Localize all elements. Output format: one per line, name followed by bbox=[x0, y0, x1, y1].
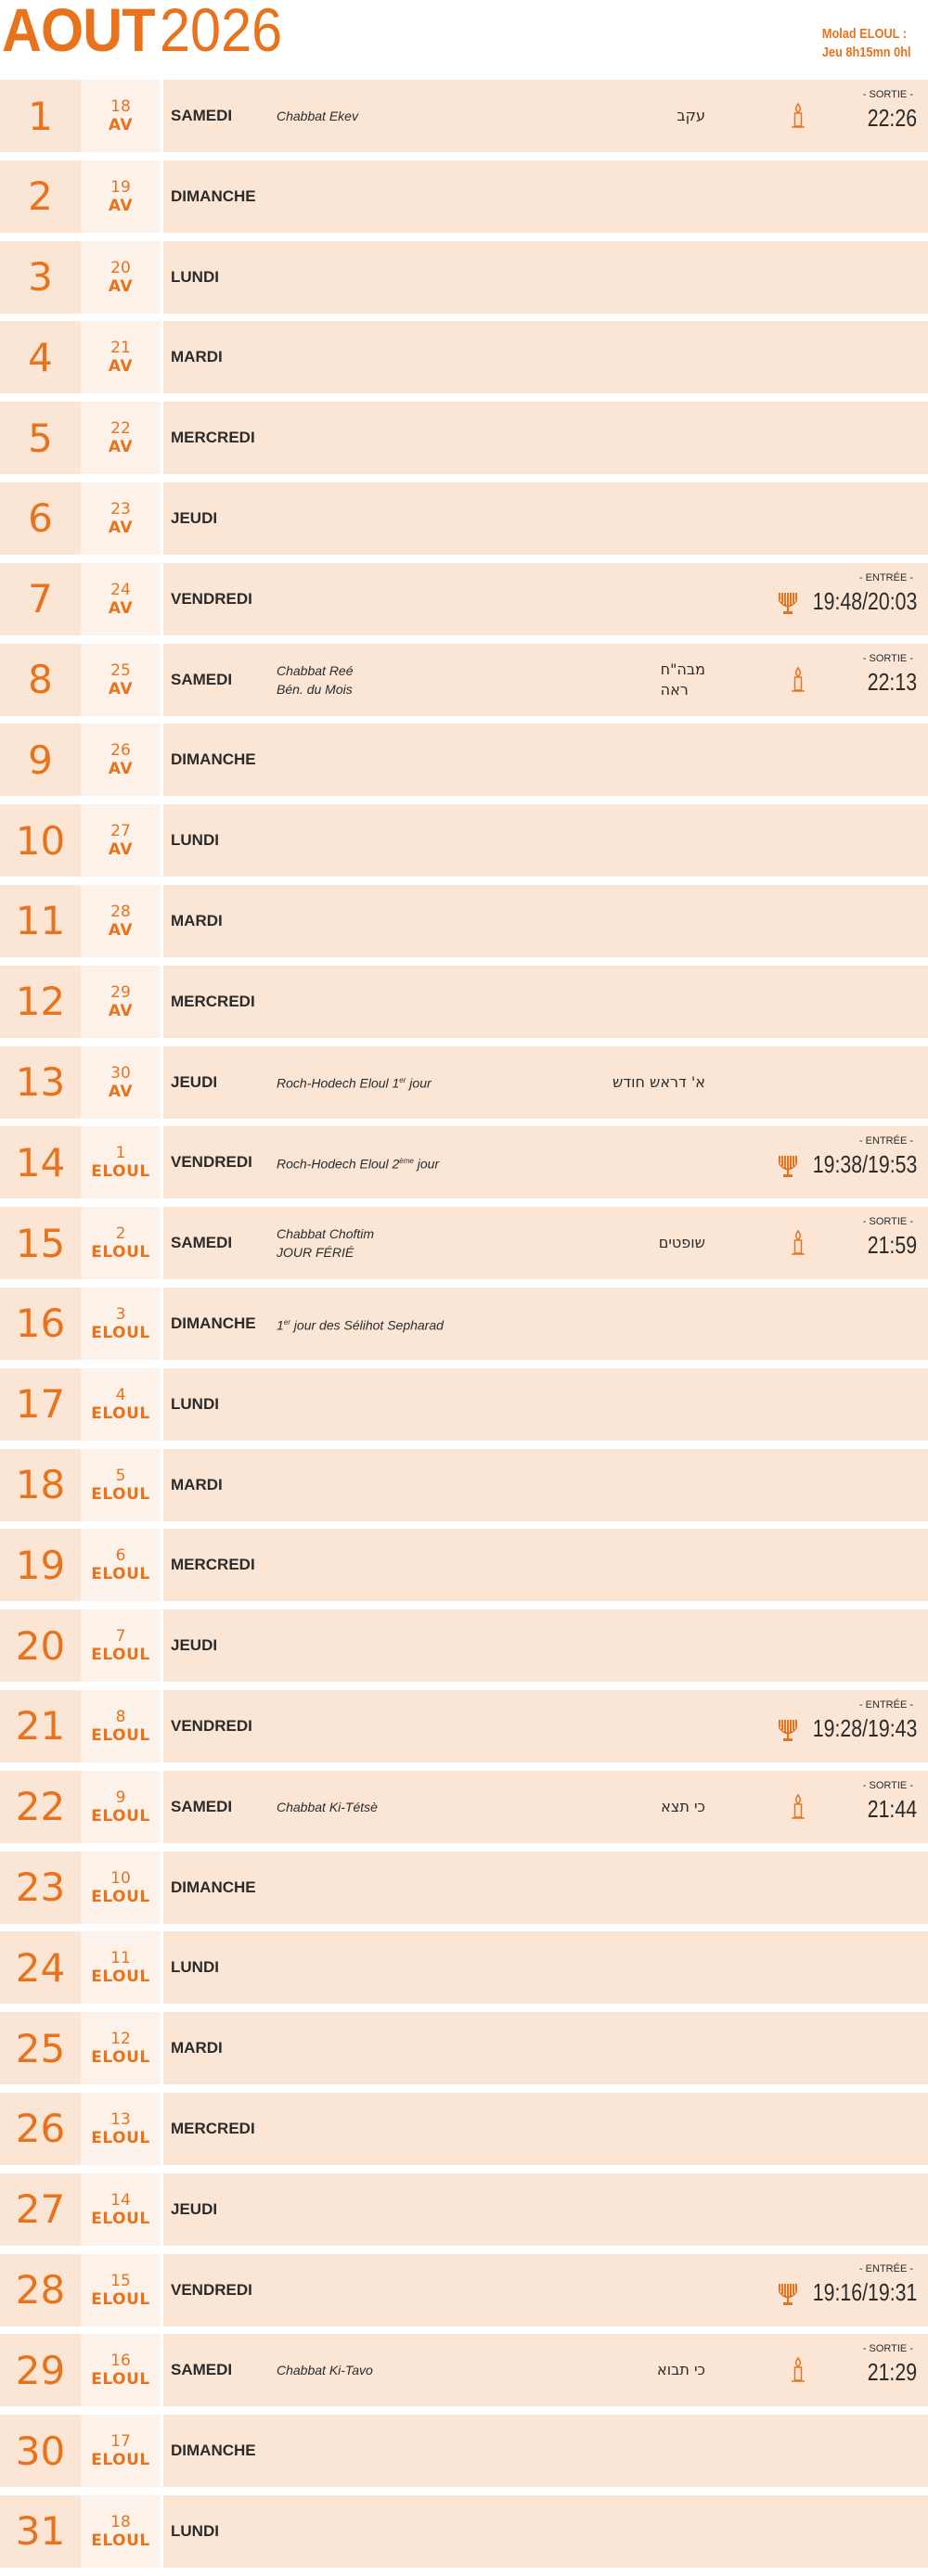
day-number: 3 bbox=[0, 241, 81, 314]
year-title: 2026 bbox=[160, 0, 283, 64]
hebrew-month: AV bbox=[108, 1001, 134, 1020]
hebrew-date bbox=[81, 2012, 161, 2084]
candle-icon bbox=[789, 102, 807, 130]
day-row bbox=[0, 885, 928, 957]
hebrew-date bbox=[81, 2173, 161, 2246]
shabbat-time bbox=[787, 572, 917, 628]
hebrew-month: AV bbox=[108, 760, 134, 779]
day-number: 31 bbox=[0, 2495, 81, 2568]
time-label: - ENTRÉE - bbox=[858, 1135, 913, 1147]
day-number: 26 bbox=[0, 2093, 81, 2165]
weekday: VENDREDI bbox=[171, 1153, 252, 1172]
hebrew-text bbox=[677, 80, 705, 152]
day-number: 11 bbox=[0, 885, 81, 957]
hebrew-month: ELOUL bbox=[91, 2128, 150, 2147]
day-number: 22 bbox=[0, 1771, 81, 1843]
day-detail bbox=[163, 1771, 928, 1843]
hebrew-day: 19 bbox=[110, 177, 131, 197]
hebrew-day: 12 bbox=[110, 2030, 131, 2049]
weekday: VENDREDI bbox=[171, 2280, 252, 2299]
day-detail bbox=[163, 1529, 928, 1601]
hebrew-month: AV bbox=[108, 276, 134, 296]
weekday: DIMANCHE bbox=[171, 750, 256, 769]
event-line-1: 1er jour des Sélihot Sepharad bbox=[277, 1317, 444, 1333]
day-detail bbox=[163, 885, 928, 957]
hebrew-day: 18 bbox=[110, 97, 131, 116]
time-value: 19:16/19:31 bbox=[812, 2277, 917, 2306]
weekday: MERCREDI bbox=[171, 2119, 255, 2137]
hebrew-month: ELOUL bbox=[91, 1646, 150, 1665]
shabbat-time bbox=[787, 2263, 917, 2319]
day-row bbox=[0, 1126, 928, 1198]
time-value: 19:38/19:53 bbox=[812, 1150, 917, 1179]
hebrew-month: ELOUL bbox=[91, 2370, 150, 2390]
hebrew-date bbox=[81, 1690, 161, 1762]
menorah-icon bbox=[778, 1718, 796, 1746]
weekday: JEUDI bbox=[171, 2199, 218, 2218]
hebrew-month: AV bbox=[108, 438, 134, 457]
time-value: 21:59 bbox=[867, 1231, 917, 1260]
month-title: AOUT bbox=[2, 0, 155, 64]
hebrew-day: 15 bbox=[110, 2271, 131, 2290]
hebrew-line-1: עקב bbox=[677, 107, 705, 124]
hebrew-day: 5 bbox=[115, 1466, 126, 1485]
hebrew-day: 3 bbox=[115, 1304, 126, 1324]
day-detail bbox=[163, 1288, 928, 1360]
hebrew-date bbox=[81, 1771, 161, 1843]
hebrew-date bbox=[81, 1126, 161, 1198]
day-number: 10 bbox=[0, 804, 81, 877]
weekday: VENDREDI bbox=[171, 1716, 252, 1735]
day-detail bbox=[163, 1852, 928, 1924]
hebrew-date bbox=[81, 1931, 161, 2004]
hebrew-day: 28 bbox=[110, 902, 131, 921]
hebrew-day: 11 bbox=[110, 1949, 131, 1968]
day-detail bbox=[163, 2093, 928, 2165]
hebrew-day: 25 bbox=[110, 660, 131, 680]
molad-info bbox=[822, 25, 911, 62]
event-line-1: Chabbat Ekev bbox=[277, 109, 358, 123]
day-row bbox=[0, 1690, 928, 1762]
hebrew-line-2: ראה bbox=[660, 680, 689, 698]
weekday: LUNDI bbox=[171, 831, 219, 850]
hebrew-date bbox=[81, 160, 161, 233]
hebrew-month: ELOUL bbox=[91, 1887, 150, 1906]
hebrew-date bbox=[81, 80, 161, 152]
hebrew-date bbox=[81, 2254, 161, 2326]
day-row bbox=[0, 2012, 928, 2084]
day-detail bbox=[163, 2495, 928, 2568]
day-row bbox=[0, 80, 928, 152]
shabbat-time bbox=[787, 2343, 917, 2399]
hebrew-date bbox=[81, 2334, 161, 2406]
hebrew-date bbox=[81, 644, 161, 716]
molad-label: Molad ELOUL : bbox=[822, 26, 908, 42]
hebrew-day: 10 bbox=[110, 1868, 131, 1888]
day-row bbox=[0, 1771, 928, 1843]
day-detail bbox=[163, 644, 928, 716]
hebrew-date bbox=[81, 1609, 161, 1682]
day-detail bbox=[163, 1126, 928, 1198]
hebrew-day: 8 bbox=[115, 1707, 126, 1726]
weekday: LUNDI bbox=[171, 267, 219, 286]
menorah-icon bbox=[778, 591, 796, 619]
day-number: 29 bbox=[0, 2334, 81, 2406]
hebrew-month: ELOUL bbox=[91, 2048, 150, 2068]
day-detail bbox=[163, 2173, 928, 2246]
hebrew-day: 21 bbox=[110, 339, 131, 358]
shabbat-time bbox=[787, 1135, 917, 1191]
day-number: 15 bbox=[0, 1207, 81, 1279]
day-detail bbox=[163, 1609, 928, 1682]
hebrew-month: ELOUL bbox=[91, 1725, 150, 1745]
day-number: 9 bbox=[0, 724, 81, 796]
day-number: 18 bbox=[0, 1449, 81, 1521]
day-row bbox=[0, 2173, 928, 2246]
hebrew-date bbox=[81, 2495, 161, 2568]
hebrew-date bbox=[81, 321, 161, 393]
shabbat-time bbox=[787, 653, 917, 709]
weekday: JEUDI bbox=[171, 508, 218, 527]
hebrew-month: AV bbox=[108, 1082, 134, 1101]
day-detail bbox=[163, 2334, 928, 2406]
day-detail bbox=[163, 966, 928, 1038]
hebrew-month: AV bbox=[108, 840, 134, 860]
menorah-icon bbox=[778, 1154, 796, 1182]
hebrew-line-1: כי תבוא bbox=[657, 2361, 705, 2379]
event-line-1: Chabbat Choftim bbox=[277, 1226, 375, 1242]
time-label: - ENTRÉE - bbox=[858, 2262, 913, 2275]
shabbat-time bbox=[787, 89, 917, 145]
hebrew-month: ELOUL bbox=[91, 1403, 150, 1423]
day-detail bbox=[163, 1690, 928, 1762]
hebrew-day: 29 bbox=[110, 982, 131, 1002]
event-line-1: Chabbat Reé bbox=[277, 662, 354, 678]
time-label: - SORTIE - bbox=[862, 2343, 913, 2355]
hebrew-date bbox=[81, 241, 161, 314]
day-number: 7 bbox=[0, 563, 81, 635]
day-number: 4 bbox=[0, 321, 81, 393]
time-label: - ENTRÉE - bbox=[858, 571, 913, 583]
hebrew-month: ELOUL bbox=[91, 1162, 150, 1182]
day-row bbox=[0, 482, 928, 555]
event-text bbox=[277, 644, 354, 716]
day-row bbox=[0, 402, 928, 474]
day-row bbox=[0, 1449, 928, 1521]
hebrew-day: 17 bbox=[110, 2432, 131, 2452]
candle-icon bbox=[789, 666, 807, 694]
day-row bbox=[0, 1609, 928, 1682]
hebrew-date bbox=[81, 2415, 161, 2487]
candle-icon bbox=[789, 2356, 807, 2384]
day-number: 13 bbox=[0, 1046, 81, 1119]
day-detail bbox=[163, 724, 928, 796]
day-detail bbox=[163, 1368, 928, 1441]
time-label: - SORTIE - bbox=[862, 89, 913, 100]
weekday: DIMANCHE bbox=[171, 1314, 256, 1332]
time-label: - SORTIE - bbox=[862, 1779, 913, 1791]
hebrew-date bbox=[81, 563, 161, 635]
shabbat-time bbox=[787, 1699, 917, 1755]
hebrew-day: 13 bbox=[110, 2109, 131, 2129]
hebrew-month: ELOUL bbox=[91, 2531, 150, 2550]
time-label: - SORTIE - bbox=[862, 652, 913, 664]
hebrew-month: ELOUL bbox=[91, 1806, 150, 1826]
hebrew-text bbox=[661, 644, 705, 716]
hebrew-month: AV bbox=[108, 116, 134, 135]
hebrew-day: 9 bbox=[115, 1788, 126, 1807]
time-value: 21:29 bbox=[867, 2358, 917, 2387]
weekday: MARDI bbox=[171, 2039, 223, 2057]
hebrew-day: 22 bbox=[110, 419, 131, 439]
hebrew-line-1: שופטים bbox=[658, 1234, 705, 1252]
event-line-2: JOUR FÉRIÉ bbox=[277, 1245, 354, 1261]
day-row bbox=[0, 2415, 928, 2487]
shabbat-time bbox=[787, 1216, 917, 1272]
hebrew-day: 30 bbox=[110, 1063, 131, 1083]
time-value: 22:13 bbox=[867, 667, 917, 696]
day-detail bbox=[163, 1931, 928, 2004]
event-text bbox=[277, 1288, 444, 1360]
hebrew-day: 7 bbox=[115, 1627, 126, 1647]
day-row bbox=[0, 2093, 928, 2165]
hebrew-day: 16 bbox=[110, 2352, 131, 2371]
day-detail bbox=[163, 321, 928, 393]
weekday: LUNDI bbox=[171, 1958, 219, 1977]
event-line-1: Roch-Hodech Eloul 2ème jour bbox=[277, 1156, 440, 1172]
day-row bbox=[0, 321, 928, 393]
day-number: 17 bbox=[0, 1368, 81, 1441]
event-text bbox=[277, 80, 358, 152]
hebrew-month: ELOUL bbox=[91, 1565, 150, 1584]
weekday: DIMANCHE bbox=[171, 1878, 256, 1896]
day-number: 8 bbox=[0, 644, 81, 716]
weekday: MARDI bbox=[171, 911, 223, 929]
hebrew-day: 20 bbox=[110, 258, 131, 277]
hebrew-month: ELOUL bbox=[91, 1243, 150, 1262]
day-list bbox=[0, 80, 928, 2576]
hebrew-day: 6 bbox=[115, 1546, 126, 1566]
day-row bbox=[0, 241, 928, 314]
hebrew-month: AV bbox=[108, 598, 134, 618]
hebrew-month: ELOUL bbox=[91, 1323, 150, 1342]
day-detail bbox=[163, 1449, 928, 1521]
weekday: SAMEDI bbox=[171, 2361, 233, 2379]
hebrew-date bbox=[81, 1046, 161, 1119]
hebrew-day: 24 bbox=[110, 580, 131, 599]
weekday: SAMEDI bbox=[171, 107, 233, 124]
event-line-1: Chabbat Ki-Tavo bbox=[277, 2363, 373, 2378]
day-number: 19 bbox=[0, 1529, 81, 1601]
time-value: 21:44 bbox=[867, 1794, 917, 1823]
weekday: LUNDI bbox=[171, 2521, 219, 2540]
hebrew-date bbox=[81, 1529, 161, 1601]
day-detail bbox=[163, 241, 928, 314]
weekday: LUNDI bbox=[171, 1394, 219, 1413]
day-number: 28 bbox=[0, 2254, 81, 2326]
hebrew-date bbox=[81, 1449, 161, 1521]
hebrew-month: ELOUL bbox=[91, 1967, 150, 1987]
hebrew-text bbox=[661, 1771, 705, 1843]
day-number: 16 bbox=[0, 1288, 81, 1360]
hebrew-date bbox=[81, 2093, 161, 2165]
day-row bbox=[0, 1046, 928, 1119]
weekday: SAMEDI bbox=[171, 1234, 233, 1252]
day-detail bbox=[163, 804, 928, 877]
day-row bbox=[0, 1931, 928, 2004]
hebrew-month: AV bbox=[108, 920, 134, 940]
hebrew-date bbox=[81, 482, 161, 555]
weekday: JEUDI bbox=[171, 1072, 218, 1091]
weekday: MERCREDI bbox=[171, 1556, 255, 1574]
day-row bbox=[0, 1207, 928, 1279]
candle-icon bbox=[789, 1793, 807, 1821]
day-number: 23 bbox=[0, 1852, 81, 1924]
hebrew-month: AV bbox=[108, 679, 134, 698]
weekday: DIMANCHE bbox=[171, 2441, 256, 2460]
day-row bbox=[0, 1288, 928, 1360]
day-number: 20 bbox=[0, 1609, 81, 1682]
day-row bbox=[0, 966, 928, 1038]
candle-icon bbox=[789, 1229, 807, 1257]
day-number: 21 bbox=[0, 1690, 81, 1762]
weekday: SAMEDI bbox=[171, 670, 233, 688]
hebrew-date bbox=[81, 966, 161, 1038]
hebrew-day: 14 bbox=[110, 2190, 131, 2210]
hebrew-date bbox=[81, 885, 161, 957]
day-detail bbox=[163, 2012, 928, 2084]
day-detail bbox=[163, 2415, 928, 2487]
day-row bbox=[0, 1852, 928, 1924]
hebrew-line-1: כי תצא bbox=[661, 1797, 705, 1815]
menorah-icon bbox=[778, 2282, 796, 2310]
time-value: 19:48/20:03 bbox=[812, 586, 917, 615]
weekday: MARDI bbox=[171, 1475, 223, 1493]
day-row bbox=[0, 2495, 928, 2568]
hebrew-day: 27 bbox=[110, 822, 131, 841]
hebrew-line-1: א' דראש חודש bbox=[612, 1072, 705, 1091]
calendar-header bbox=[0, 0, 928, 80]
hebrew-date bbox=[81, 724, 161, 796]
weekday: SAMEDI bbox=[171, 1797, 233, 1815]
hebrew-text bbox=[612, 1046, 705, 1119]
hebrew-day: 23 bbox=[110, 499, 131, 519]
day-number: 6 bbox=[0, 482, 81, 555]
hebrew-month: AV bbox=[108, 357, 134, 377]
hebrew-month: ELOUL bbox=[91, 1484, 150, 1504]
day-detail bbox=[163, 1207, 928, 1279]
shabbat-time bbox=[787, 1780, 917, 1836]
day-number: 14 bbox=[0, 1126, 81, 1198]
day-detail bbox=[163, 402, 928, 474]
hebrew-month: ELOUL bbox=[91, 2289, 150, 2309]
hebrew-text bbox=[659, 1207, 705, 1279]
day-detail bbox=[163, 80, 928, 152]
day-row bbox=[0, 1529, 928, 1601]
weekday: DIMANCHE bbox=[171, 186, 256, 205]
hebrew-day: 18 bbox=[110, 2512, 131, 2531]
event-text bbox=[277, 2334, 373, 2406]
weekday: MERCREDI bbox=[171, 429, 255, 447]
hebrew-day: 4 bbox=[115, 1385, 126, 1404]
day-row bbox=[0, 644, 928, 716]
event-text bbox=[277, 1046, 432, 1119]
day-number: 30 bbox=[0, 2415, 81, 2487]
weekday: VENDREDI bbox=[171, 589, 252, 608]
event-line-2: Bén. du Mois bbox=[277, 681, 353, 697]
day-row bbox=[0, 724, 928, 796]
hebrew-date bbox=[81, 1207, 161, 1279]
event-text bbox=[277, 1771, 378, 1843]
hebrew-month: AV bbox=[108, 196, 134, 215]
event-text bbox=[277, 1126, 439, 1198]
hebrew-day: 1 bbox=[115, 1144, 126, 1163]
weekday: JEUDI bbox=[171, 1636, 218, 1655]
molad-time: Jeu 8h15mn 0hl bbox=[822, 45, 911, 60]
day-detail bbox=[163, 563, 928, 635]
hebrew-month: ELOUL bbox=[91, 2209, 150, 2228]
hebrew-month: AV bbox=[108, 518, 134, 537]
event-line-1: Chabbat Ki-Tétsè bbox=[277, 1799, 378, 1814]
day-row bbox=[0, 2334, 928, 2406]
time-value: 19:28/19:43 bbox=[812, 1713, 917, 1742]
event-line-1: Roch-Hodech Eloul 1er jour bbox=[277, 1075, 432, 1091]
day-row bbox=[0, 2254, 928, 2326]
day-number: 24 bbox=[0, 1931, 81, 2004]
hebrew-date bbox=[81, 402, 161, 474]
day-number: 27 bbox=[0, 2173, 81, 2246]
day-row bbox=[0, 563, 928, 635]
time-value: 22:26 bbox=[867, 104, 917, 132]
day-number: 1 bbox=[0, 80, 81, 152]
event-text bbox=[277, 1207, 374, 1279]
day-detail bbox=[163, 2254, 928, 2326]
day-number: 5 bbox=[0, 402, 81, 474]
day-number: 2 bbox=[0, 160, 81, 233]
hebrew-date bbox=[81, 804, 161, 877]
day-detail bbox=[163, 1046, 928, 1119]
hebrew-text bbox=[657, 2334, 705, 2406]
hebrew-date bbox=[81, 1368, 161, 1441]
hebrew-day: 26 bbox=[110, 741, 131, 761]
hebrew-date bbox=[81, 1288, 161, 1360]
day-number: 25 bbox=[0, 2012, 81, 2084]
hebrew-line-1: מבה"ח bbox=[660, 660, 705, 678]
time-label: - SORTIE - bbox=[862, 1216, 913, 1228]
day-row bbox=[0, 804, 928, 877]
day-number: 12 bbox=[0, 966, 81, 1038]
hebrew-month: ELOUL bbox=[91, 2451, 150, 2470]
hebrew-day: 2 bbox=[115, 1224, 126, 1244]
day-row bbox=[0, 1368, 928, 1441]
weekday: MARDI bbox=[171, 348, 223, 366]
time-label: - ENTRÉE - bbox=[858, 1698, 913, 1711]
day-detail bbox=[163, 160, 928, 233]
day-row bbox=[0, 160, 928, 233]
day-detail bbox=[163, 482, 928, 555]
weekday: MERCREDI bbox=[171, 992, 255, 1010]
hebrew-date bbox=[81, 1852, 161, 1924]
